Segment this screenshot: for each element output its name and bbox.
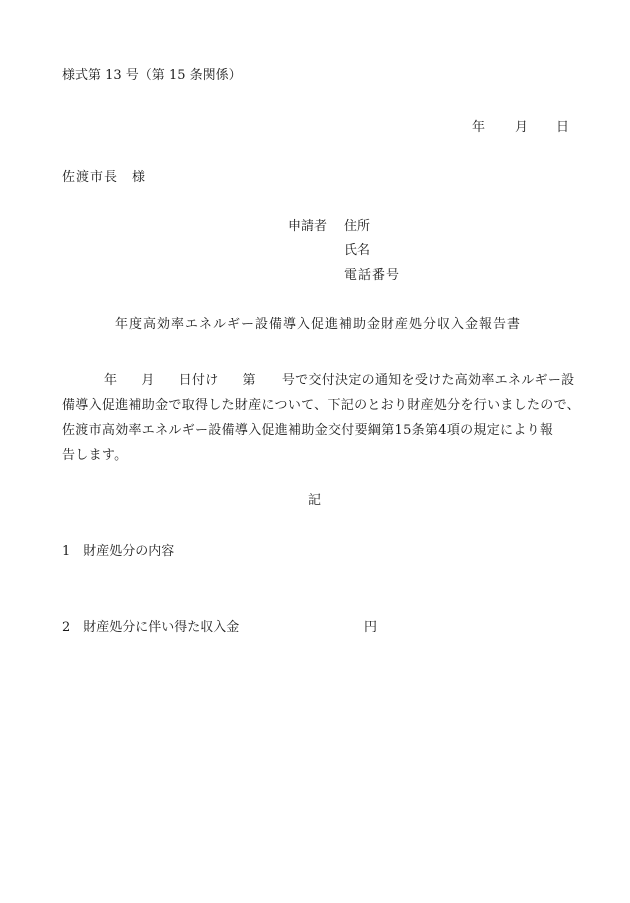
body-line-3: 佐渡市高効率エネルギー設備導入促進補助金交付要綱第15条第4項の規定により報 [62,423,554,438]
applicant-heading: 申請者 [288,219,328,234]
item-1-disposal-content: 1 財産処分の内容 [62,544,175,559]
addressee: 佐渡市長 様 [62,170,147,185]
body-line-1 [62,368,582,393]
applicant-address-label: 住所 [344,219,371,234]
body-line-4: 告します。 [62,448,128,463]
item-2-income-amount: 2 財産処分に伴い得た収入金 [62,620,240,635]
item-2-yen-unit: 円 [364,620,378,635]
body-paragraph [62,368,582,468]
body-year-label: 年 [104,373,118,388]
body-line-2: 備導入促進補助金で取得した財産について、下記のとおり財産処分を行いましたので、 [62,398,580,413]
date-year-label: 年 [472,120,486,135]
applicant-phone-label: 電話番号 [344,268,401,283]
form-number: 様式第 13 号（第 15 条関係） [62,68,242,83]
body-month-label: 月 [141,373,155,388]
body-date-suffix: 日付け [178,373,219,388]
date-month-label: 月 [515,120,529,135]
document-title: 年度高効率エネルギー設備導入促進補助金財産処分収入金報告書 [115,317,522,332]
body-line-1-rest: 号で交付決定の通知を受けた高効率エネルギー設 [281,373,575,388]
applicant-name-label: 氏名 [344,243,371,258]
body-dai-label: 第 [242,373,256,388]
date-day-label: 日 [556,120,570,135]
ki-heading: 記 [308,493,322,508]
